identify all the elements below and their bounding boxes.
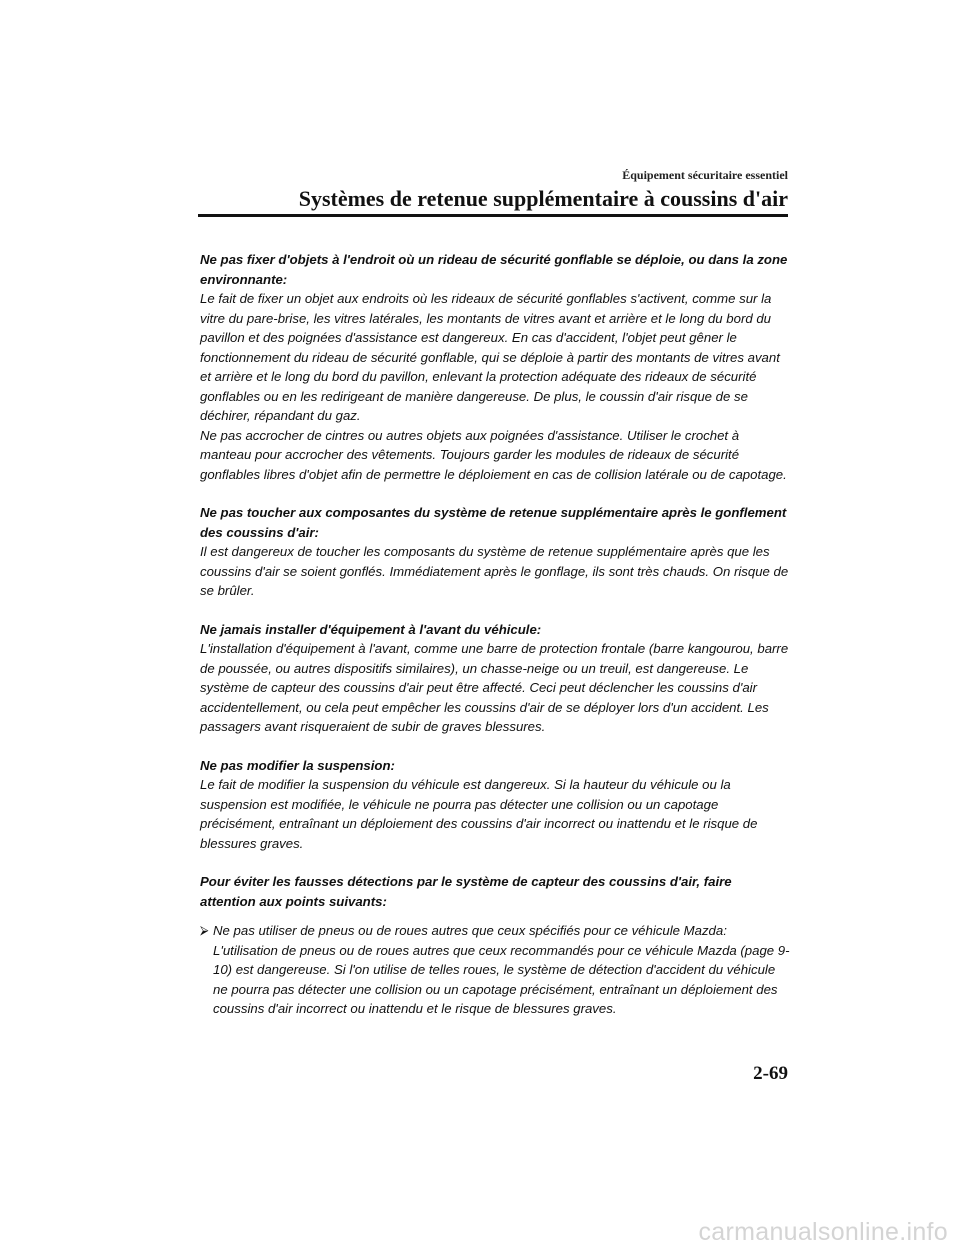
section-paragraph: Il est dangereux de toucher les composants du système de retenue supplémentaire après que les coussins d'air se soient gonflés. Immédiatement après le gonflage, ils sont très chauds. On risque de se brûler.	[200, 544, 789, 598]
watermark: carmanualsonline.info	[698, 1218, 948, 1246]
section-toucher	[200, 503, 790, 601]
page-title: Systèmes de retenue supplémentaire à coussins d'air	[298, 186, 788, 211]
section-heading: Pour éviter les fausses détections par le système de capteur des coussins d'air, faire attention aux points suivants:	[200, 874, 732, 909]
section-detections	[200, 872, 790, 1019]
section-heading: Ne pas modifier la suspension:	[200, 757, 395, 773]
section-heading: Ne jamais installer d'équipement à l'avant du véhicule:	[200, 621, 542, 637]
page-number: 2-69	[753, 1063, 788, 1084]
section-heading: Ne pas toucher aux composantes du système de retenue supplémentaire après le gonflement des coussins d'air:	[200, 505, 787, 540]
section-paragraph: Le fait de modifier la suspension du véhicule est dangereux. Si la hauteur du véhicule ou la suspension est modifiée, le véhicule ne pourra pas détecter une collision ou un capotage précisément, entraînant un déploiement des coussins d'air incorrect ou inattendu et le risque de blessures graves.	[200, 777, 758, 851]
section-paragraph: L'installation d'équipement à l'avant, comme une barre de protection frontale (barre kangourou, barre de poussée, ou autres dispositifs similaires), un chasse-neige ou un treuil, est dangereuse. Le système de capteur des coussins d'air peut être affecté. Ceci peut déclencher les coussins d'air accidentellement, ou cela peut empêcher les coussins d'air de se déployer lors d'un accident. Les passagers avant risqueraient de subir de graves blessures.	[200, 641, 789, 734]
list-item	[200, 921, 790, 1019]
list-item-text: Ne pas utiliser de pneus ou de roues autres que ceux spécifiés pour ce véhicule Mazda: L'utilisation de pneus ou de roues autres que ceux recommandés pour ce véhicule Mazda (page 9-10) est dangereuse. Si l'on utilise de telles roues, le système de détection d'accident du véhicule ne pourra pas détecter une collision ou un capotage précisément, entraînant un déploiement des coussins d'air incorrect ou inattendu et le risque de blessures graves.	[213, 923, 790, 1016]
section-equipement	[200, 620, 790, 737]
header-subtitle: Équipement sécuritaire essentiel	[622, 168, 788, 182]
main-content	[200, 250, 790, 1038]
section-fixation	[200, 250, 790, 484]
section-suspension	[200, 756, 790, 854]
section-paragraph: Ne pas accrocher de cintres ou autres objets aux poignées d'assistance. Utiliser le crochet à manteau pour accrocher des vêtements. Toujours garder les modules de rideaux de sécurité gonflables libres d'objet afin de permettre le déploiement en cas de collision latérale ou de capotage.	[200, 427, 787, 482]
header-rule	[198, 214, 788, 217]
section-heading: Ne pas fixer d'objets à l'endroit où un rideau de sécurité gonflable se déploie, ou dans la zone environnante:	[200, 252, 788, 287]
section-paragraph: Le fait de fixer un objet aux endroits où les rideaux de sécurité gonflables s'activent, comme sur la vitre du pare-brise, les vitres latérales, les montants de vitres avant et arrière et le long du bord du pavillon et des poignées d'assistance est dangereux. En cas d'accident, l'objet peut gêner le fonctionnement du rideau de sécurité gonflable, qui se déploie à partir des montants de vitres avant et arrière et le long du bord du pavillon, enlevant la protection adéquate des rideaux de sécurité gonflables ou en les redirigeant de manière dangereuse. De plus, le coussin d'air risque de se déchirer, répandant du gaz.	[200, 291, 780, 423]
arrow-bullet-icon: ⮚	[200, 923, 209, 937]
